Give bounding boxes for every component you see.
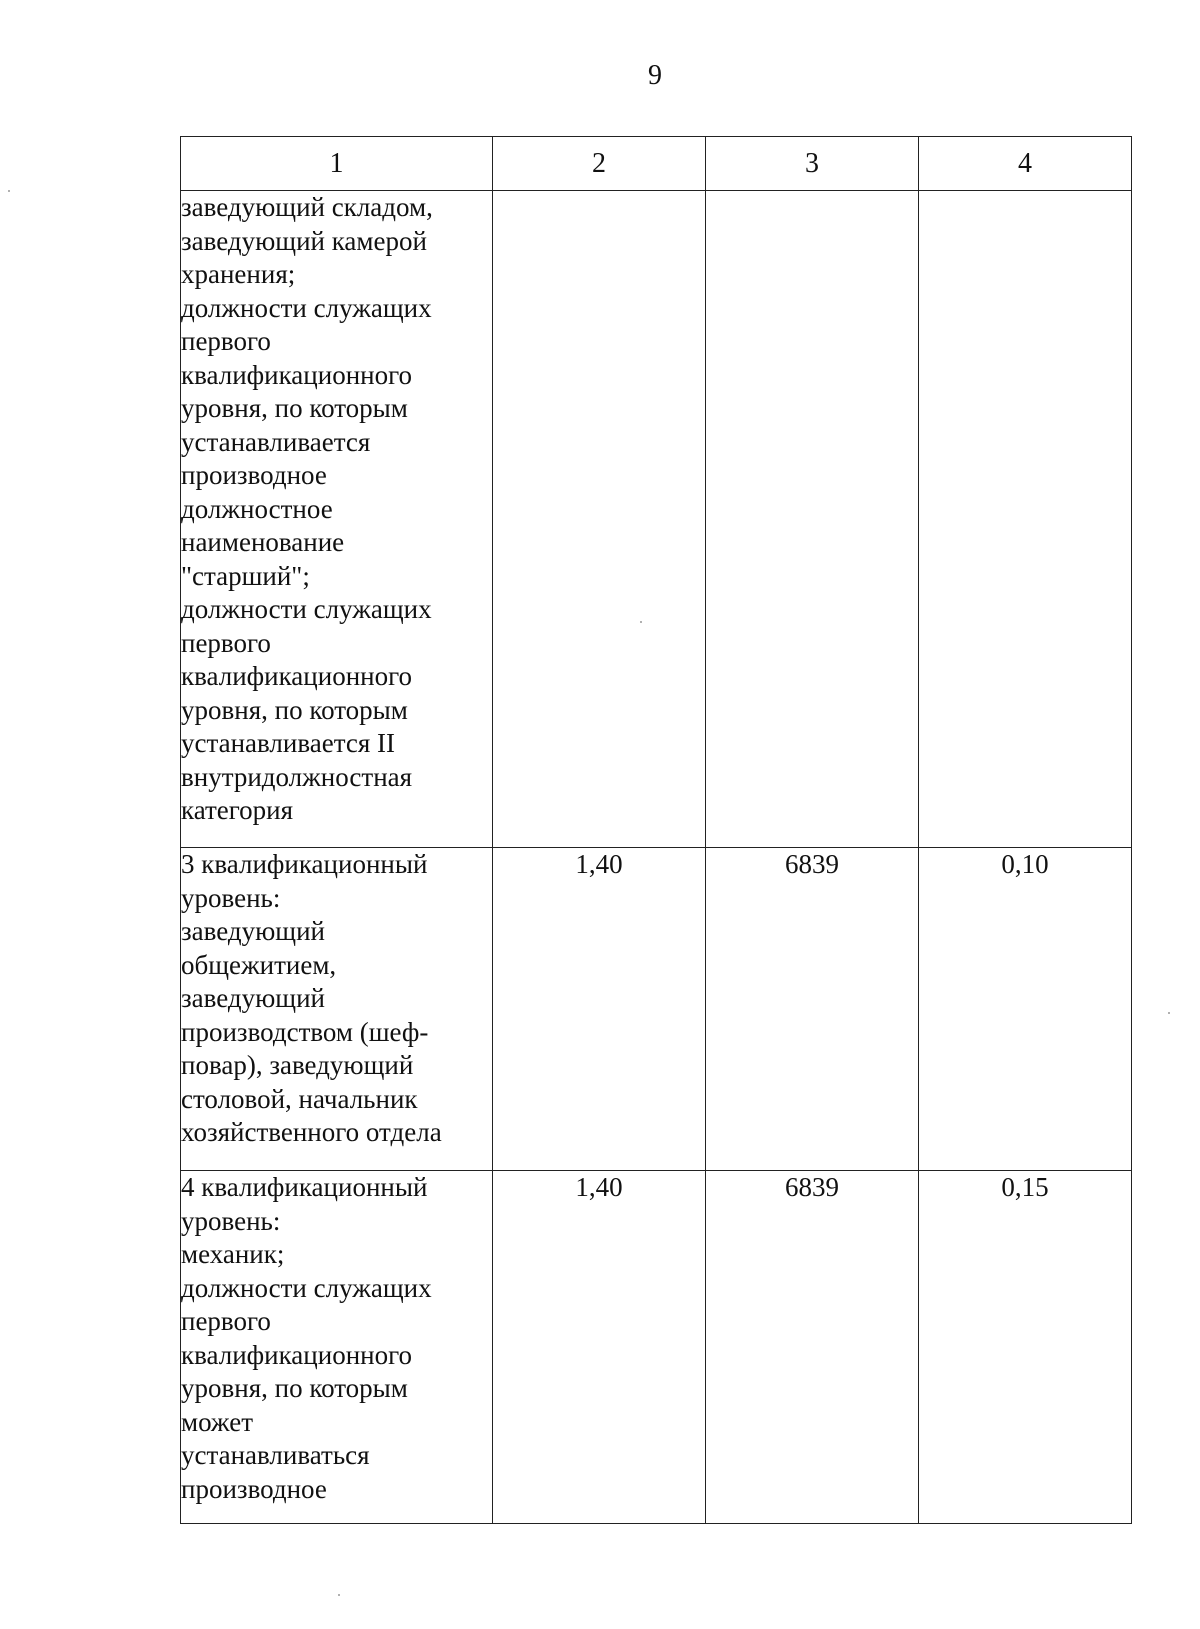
text-line: первого [181, 627, 271, 658]
increase-coefficient-cell: 0,15 [919, 1171, 1132, 1524]
scan-speck [640, 621, 642, 623]
text-line: уровень: [181, 882, 281, 913]
page-number: 9 [648, 60, 662, 91]
text-line: 3 квалификационный [181, 849, 428, 879]
table-row [181, 191, 1132, 848]
position-description-cell [181, 191, 493, 848]
text-line: квалификационного [181, 359, 412, 390]
text-line: заведующий камерой [181, 225, 427, 256]
text-line: должности служащих [181, 1272, 432, 1303]
text-line: заведующий складом, [181, 192, 433, 222]
text-line: должностное [181, 493, 333, 524]
text-line: производством (шеф- [181, 1016, 429, 1047]
text-line: столовой, начальник [181, 1083, 418, 1114]
text-line: хозяйственного отдела [181, 1117, 442, 1147]
text-line: заведующий [181, 916, 325, 946]
text-line: внутридолжностная [181, 761, 413, 792]
scan-speck [8, 190, 10, 192]
text-line: общежитием, [181, 949, 337, 980]
position-description-cell [181, 1171, 493, 1524]
scan-speck [338, 1594, 340, 1596]
header-cell-4: 4 [919, 137, 1132, 191]
text-line: первого [181, 1306, 271, 1336]
text-line: производное [181, 1473, 327, 1504]
position-description-cell [181, 848, 493, 1171]
text-line: уровня, по которым [181, 393, 408, 423]
text-line: первого [181, 326, 271, 356]
text-line: должности служащих [181, 292, 432, 323]
text-line: квалификационного [181, 1339, 412, 1370]
text-line: квалификационного [181, 661, 412, 691]
text-line: наименование [181, 527, 345, 557]
coefficient-cell [493, 191, 706, 848]
increase-coefficient-cell: 0,10 [919, 848, 1132, 1171]
header-cell-2: 2 [493, 137, 706, 191]
table-row [181, 848, 1132, 1171]
increase-coefficient-cell [919, 191, 1132, 848]
text-line: устанавливается [181, 426, 371, 457]
scan-speck [1168, 1012, 1170, 1014]
coefficient-cell: 1,40 [493, 1171, 706, 1524]
text-line: категория [181, 795, 294, 825]
table-header-row [181, 137, 1132, 191]
text-line: механик; [181, 1239, 285, 1269]
text-line: повар), заведующий [181, 1050, 414, 1080]
text-line: уровня, по которым [181, 694, 408, 725]
header-cell-1: 1 [181, 137, 493, 191]
text-line: производное [181, 460, 327, 490]
text-line: устанавливаться [181, 1440, 370, 1470]
text-line: должности служащих [181, 594, 432, 624]
text-line: "старший"; [181, 560, 310, 591]
salary-cell [706, 191, 919, 848]
text-line: хранения; [181, 259, 296, 289]
table-row [181, 1171, 1132, 1524]
text-line: уровня, по которым [181, 1373, 408, 1403]
header-cell-3: 3 [706, 137, 919, 191]
salary-table [180, 136, 1132, 1524]
coefficient-cell: 1,40 [493, 848, 706, 1171]
salary-cell: 6839 [706, 848, 919, 1171]
text-line: устанавливается II [181, 728, 395, 758]
text-line: уровень: [181, 1205, 281, 1236]
text-line: заведующий [181, 983, 325, 1013]
salary-cell: 6839 [706, 1171, 919, 1524]
text-line: может [181, 1406, 253, 1437]
text-line: 4 квалификационный [181, 1172, 428, 1202]
